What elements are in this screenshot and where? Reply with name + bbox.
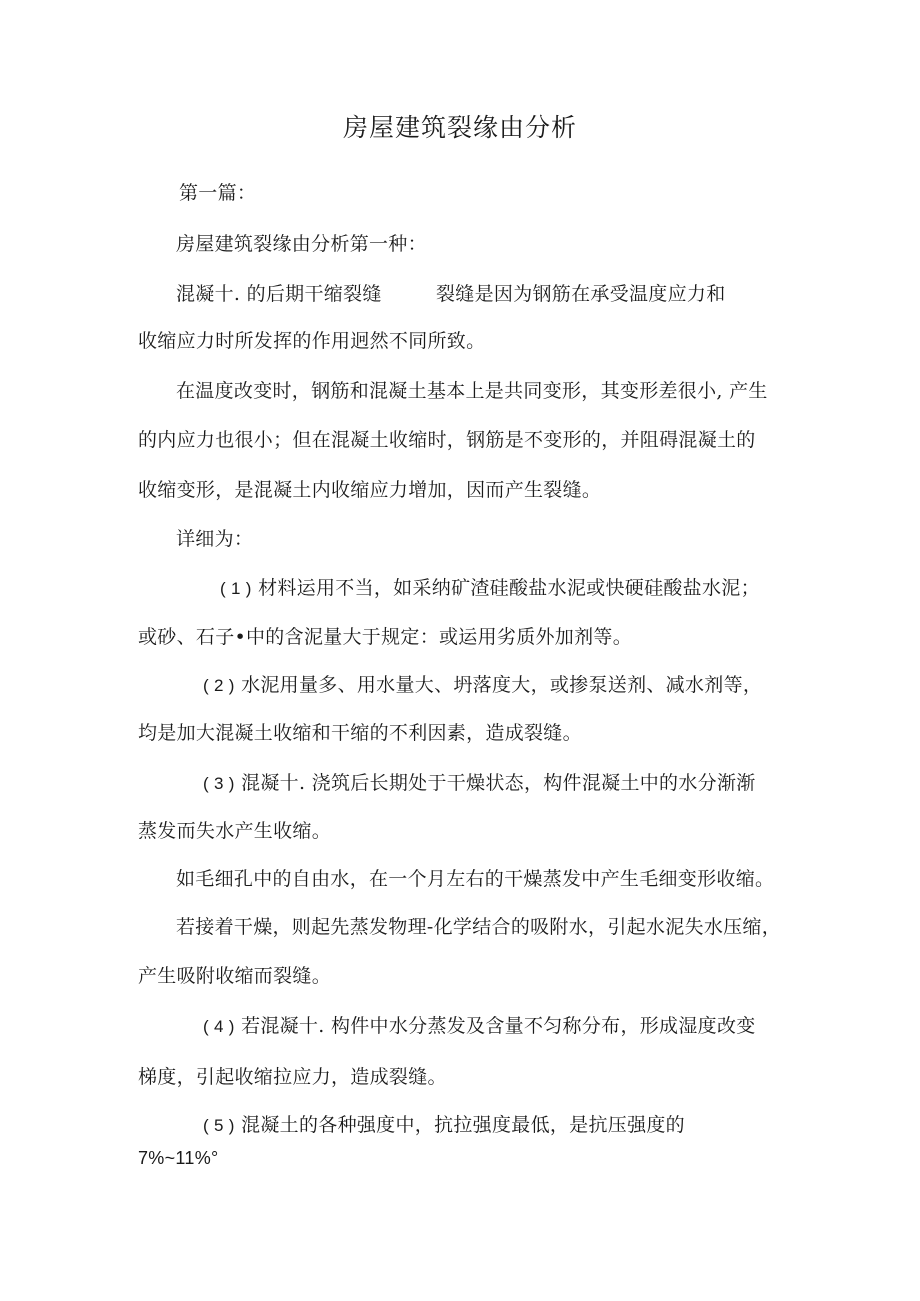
item-number: ( 1 ) bbox=[220, 579, 252, 598]
item-text: 水泥用量多、用水量大、坍落度大，或掺泵送剂、减水剂等， bbox=[241, 674, 763, 696]
paragraph-text: 裂缝是因为钢筋在承受温度应力和 bbox=[436, 283, 726, 305]
list-item bbox=[203, 672, 762, 699]
paragraph-text: 蒸发而失水产生收缩。 bbox=[138, 820, 332, 842]
list-item bbox=[203, 770, 756, 797]
paragraph-text: 7%~11%° bbox=[138, 1148, 219, 1168]
paragraph-text: 的内应力也很小；但在混凝土收缩时，钢筋是不变形的，并阻碍混凝土的 bbox=[138, 429, 756, 451]
section-subtitle: 房屋建筑裂缘由分析第一种： bbox=[176, 233, 427, 255]
paragraph-text: 均是加大混凝土收缩和干缩的不利因素，造成裂缝。 bbox=[138, 722, 582, 744]
paragraph-text: 收缩变形，是混凝土内收缩应力增加，因而产生裂缝。 bbox=[138, 479, 602, 501]
item-text: 混凝十. 浇筑后长期处于干燥状态，构件混凝土中的水分渐渐 bbox=[241, 772, 756, 794]
paragraph-text: 若接着干燥，则起先蒸发物理-化学结合的吸附水，引起水泥失水压缩， bbox=[176, 916, 782, 938]
item-text: 混凝土的各种强度中，抗拉强度最低，是抗压强度的 bbox=[241, 1114, 685, 1136]
list-item bbox=[203, 1112, 685, 1139]
paragraph-text: 或砂、石子•中的含泥量大于规定：或运用劣质外加剂等。 bbox=[138, 626, 633, 648]
paragraph-text: 梯度，引起收缩拉应力，造成裂缝。 bbox=[138, 1066, 447, 1088]
document-title: 房屋建筑裂缘由分析 bbox=[342, 113, 577, 142]
item-text: 材料运用不当，如采纳矿渣硅酸盐水泥或快硬硅酸盐水泥； bbox=[258, 577, 760, 599]
list-item bbox=[220, 575, 760, 602]
paragraph-heading: 混凝十. 的后期干缩裂缝 bbox=[176, 283, 382, 305]
item-number: ( 4 ) bbox=[203, 1017, 235, 1036]
paragraph-text: 如毛细孔中的自由水，在一个月左右的干燥蒸发中产生毛细变形收缩。 bbox=[176, 868, 775, 890]
item-number: ( 2 ) bbox=[203, 676, 235, 695]
paragraph-text: 产生吸附收缩而裂缝。 bbox=[138, 965, 332, 987]
chapter-label: 第一篇： bbox=[179, 182, 257, 204]
item-text: 若混凝十. 构件中水分蒸发及含量不匀称分布，形成湿度改变 bbox=[241, 1015, 756, 1037]
list-item bbox=[203, 1013, 756, 1040]
item-number: ( 3 ) bbox=[203, 774, 235, 793]
item-number: ( 5 ) bbox=[203, 1116, 235, 1135]
paragraph-text: 在温度改变时，钢筋和混凝土基本上是共同变形，其变形差很小, 产生 bbox=[176, 380, 768, 402]
detail-label: 详细为： bbox=[176, 528, 254, 550]
paragraph-text: 收缩应力时所发挥的作用迥然不同所致。 bbox=[138, 330, 486, 352]
